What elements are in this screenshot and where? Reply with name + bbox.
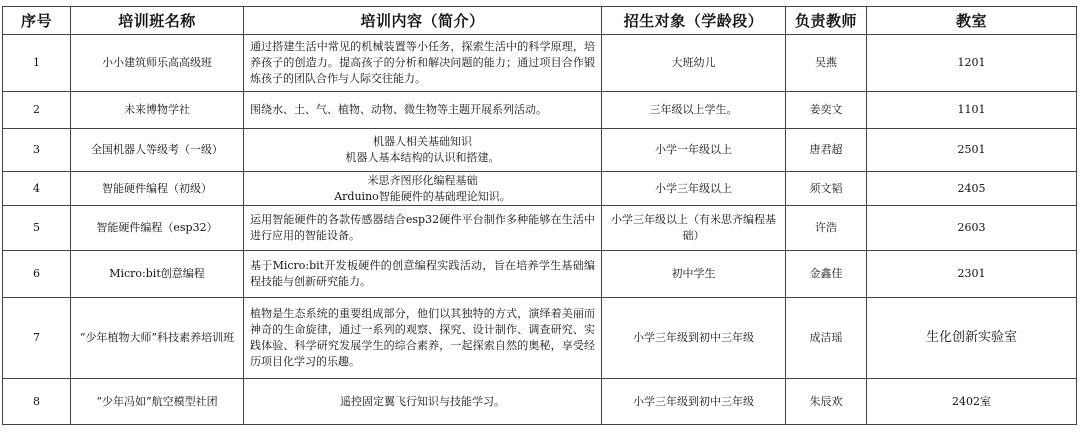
cell-no: 3 [3, 129, 71, 172]
cell-name: 未来博物学社 [71, 92, 244, 129]
cell-teacher: 许浩 [786, 206, 867, 251]
cell-audience: 小学三年级到初中三年级 [602, 379, 786, 425]
table-row [3, 206, 1077, 251]
cell-no: 7 [3, 298, 71, 379]
cell-name: 全国机器人等级考（一级） [71, 129, 244, 172]
cell-name: Micro:bit创意编程 [71, 251, 244, 298]
header-name: 培训班名称 [71, 7, 244, 35]
cell-audience: 小学一年级以上 [602, 129, 786, 172]
cell-name: 智能硬件编程（初级） [71, 172, 244, 206]
cell-name: “少年冯如”航空模型社团 [71, 379, 244, 425]
cell-content [244, 298, 602, 379]
cell-audience: 三年级以上学生。 [602, 92, 786, 129]
cell-content [244, 92, 602, 129]
cell-audience: 大班幼儿 [602, 35, 786, 92]
table-row [3, 298, 1077, 379]
header-teacher: 负责教师 [786, 7, 867, 35]
cell-name: 小小建筑师乐高高级班 [71, 35, 244, 92]
cell-audience: 小学三年级到初中三年级 [602, 298, 786, 379]
header-no: 序号 [3, 7, 71, 35]
cell-teacher: 金鑫佳 [786, 251, 867, 298]
course-table [2, 6, 1077, 425]
content-line: 运用智能硬件的各款传感器结合esp32硬件平台制作多种能够在生活中进行应用的智能设备。 [250, 213, 595, 242]
table-row [3, 251, 1077, 298]
cell-no: 2 [3, 92, 71, 129]
cell-no: 1 [3, 35, 71, 92]
content-line: 基于Micro:bit开发板硬件的创意编程实践活动，旨在培养学生基础编程技能与创新研究能力。 [250, 259, 595, 288]
cell-room: 2402室 [867, 379, 1077, 425]
cell-audience: 小学三年级以上（有米思齐编程基础） [602, 206, 786, 251]
cell-room: 2501 [867, 129, 1077, 172]
cell-no: 8 [3, 379, 71, 425]
header-room: 教室 [867, 7, 1077, 35]
content-line: Arduino智能硬件的基础理论知识。 [334, 189, 511, 203]
header-content: 培训内容（简介） [244, 7, 602, 35]
cell-teacher: 朱辰欢 [786, 379, 867, 425]
content-line: 机器人相关基础知识 [373, 135, 472, 148]
content-line: 机器人基本结构的认识和搭建。 [345, 151, 500, 164]
table-row [3, 172, 1077, 206]
cell-teacher: 须文韬 [786, 172, 867, 206]
content-line: 通过搭建生活中常见的机械装置等小任务，探索生活中的科学原理，培养孩子的创造力。提高孩子的分析和解决问题的能力；通过项目合作锻炼孩子的团队合作与人际交往能力。 [250, 40, 595, 85]
cell-room: 生化创新实验室 [867, 298, 1077, 379]
cell-teacher: 成洁瑶 [786, 298, 867, 379]
cell-no: 6 [3, 251, 71, 298]
table-row [3, 379, 1077, 425]
cell-content [244, 35, 602, 92]
header-audience: 招生对象（学龄段） [602, 7, 786, 35]
cell-content [244, 129, 602, 172]
cell-name: 智能硬件编程（esp32） [71, 206, 244, 251]
cell-name: “少年植物大师”科技素养培训班 [71, 298, 244, 379]
table-row [3, 129, 1077, 172]
cell-room: 2301 [867, 251, 1077, 298]
cell-teacher: 唐君超 [786, 129, 867, 172]
cell-teacher: 吴燕 [786, 35, 867, 92]
content-line: 围绕水、土、气、植物、动物、微生物等主题开展系列活动。 [250, 103, 547, 116]
cell-content [244, 172, 602, 206]
cell-room: 2405 [867, 172, 1077, 206]
cell-audience: 小学三年级以上 [602, 172, 786, 206]
cell-room: 1101 [867, 92, 1077, 129]
cell-teacher: 姜奕文 [786, 92, 867, 129]
cell-room: 1201 [867, 35, 1077, 92]
content-line: 米思齐图形化编程基础 [367, 173, 478, 187]
content-line: 遥控固定翼飞行知识与技能学习。 [340, 394, 505, 408]
cell-content [244, 251, 602, 298]
cell-audience: 初中学生 [602, 251, 786, 298]
cell-no: 5 [3, 206, 71, 251]
cell-content [244, 206, 602, 251]
content-line: 植物是生态系统的重要组成部分，他们以其独特的方式，演绎着美丽而神奇的生命旋律，通过一系列的观察、探究、设计制作、调查研究、实践体验、科学研究发展学生的综合素养，一起探索自然的奥秘，享受经历项目化学习的乐趣。 [250, 307, 595, 368]
table-row [3, 35, 1077, 92]
table-row [3, 92, 1077, 129]
cell-content [244, 379, 602, 425]
cell-no: 4 [3, 172, 71, 206]
cell-room: 2603 [867, 206, 1077, 251]
header-row [3, 7, 1077, 35]
